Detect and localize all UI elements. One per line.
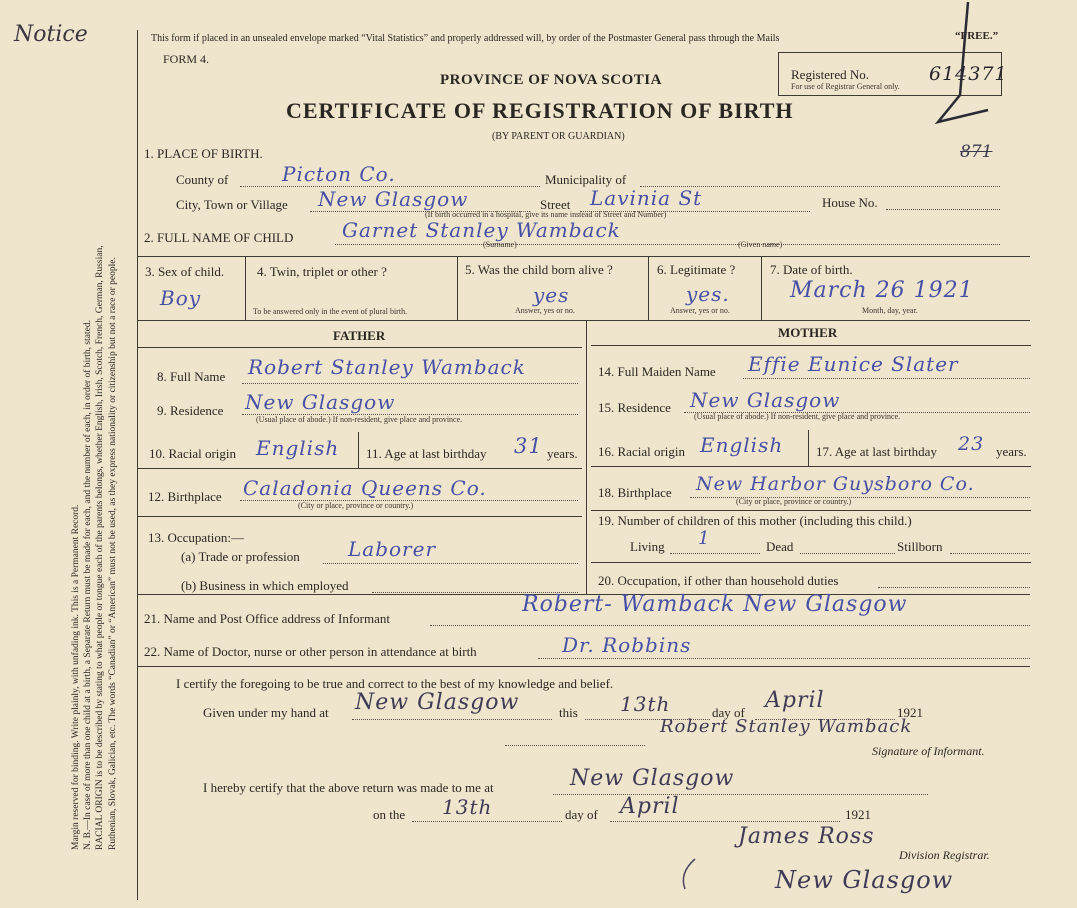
father-residence-note: (Usual place of abode.) If non-resident, give place and province. — [256, 415, 463, 424]
street-label: Street — [540, 197, 571, 212]
page-title: CERTIFICATE OF REGISTRATION OF BIRTH — [286, 98, 794, 123]
sex-value: Boy — [160, 286, 202, 310]
county-label: County of — [176, 172, 229, 187]
birth-date-note: Month, day, year. — [862, 306, 918, 315]
registrar-use-note: For use of Registrar General only. — [791, 82, 900, 91]
mother-birthplace-label: 18. Birthplace — [598, 485, 672, 500]
legitimate-label: 6. Legitimate ? — [657, 262, 736, 277]
mother-race-value: English — [700, 433, 784, 457]
form-number: FORM 4. — [163, 52, 210, 66]
legitimate-value: yes. — [686, 282, 730, 306]
ink-flourish-mark — [675, 855, 705, 895]
registrar-month-value: April — [620, 794, 680, 819]
father-residence-value: New Glasgow — [245, 390, 396, 414]
municipality-label: Municipality of — [545, 172, 627, 187]
informant-value: Robert- Wamback New Glasgow — [522, 592, 908, 617]
doctor-value: Dr. Robbins — [562, 633, 692, 657]
birth-date-label: 7. Date of birth. — [770, 262, 853, 277]
mother-residence-value: New Glasgow — [690, 388, 841, 412]
registrar-year-value: 1921 — [845, 807, 871, 822]
mother-name-label: 14. Full Maiden Name — [598, 364, 716, 379]
father-race-value: English — [256, 436, 340, 460]
given-day-value: 13th — [620, 692, 671, 716]
registrar-day-of-label: day of — [565, 807, 598, 822]
margin-note-line-3: RACIAL ORIGIN is to be described by stating to what people or tongue each of the parents belongs, whether English, Irish, Scotch, French, German, Russian, — [95, 245, 106, 850]
margin-notes — [70, 70, 119, 850]
alive-label: 5. Was the child born alive ? — [465, 262, 613, 277]
mother-birthplace-note: (City or place, province or country.) — [736, 497, 852, 506]
father-age-label: 11. Age at last birthday — [366, 446, 487, 461]
father-birthplace-value: Caladonia Queens Co. — [243, 476, 487, 500]
mother-residence-note: (Usual place of abode.) If non-resident, give place and province. — [694, 412, 901, 421]
sex-label: 3. Sex of child. — [145, 264, 225, 279]
house-label: House No. — [822, 195, 878, 210]
given-year-value: 1921 — [897, 705, 923, 720]
father-residence-label: 9. Residence — [157, 403, 224, 418]
street-value: Lavinia St — [590, 186, 703, 210]
mother-children-label: 19. Number of children of this mother (including this child.) — [598, 513, 912, 528]
mother-heading: MOTHER — [778, 325, 838, 340]
child-name-label: 2. FULL NAME OF CHILD — [144, 230, 294, 245]
father-birthplace-label: 12. Birthplace — [148, 489, 222, 504]
county-value: Picton Co. — [282, 162, 396, 186]
registrar-title: Division Registrar. — [899, 848, 990, 862]
mother-age-value: 23 — [958, 433, 985, 455]
alive-value: yes — [533, 283, 570, 307]
father-name-value: Robert Stanley Wamback — [248, 355, 526, 379]
binding-rule — [137, 30, 138, 900]
stillborn-label: Stillborn — [897, 539, 943, 554]
hospital-note: (If birth occurred in a hospital, give its name instead of Street and Number) — [425, 210, 667, 219]
mother-occupation-label: 20. Occupation, if other than household duties — [598, 573, 839, 588]
ink-stroke-mark — [930, 0, 1020, 140]
dead-label: Dead — [766, 539, 794, 554]
birth-date-value: March 26 1921 — [790, 278, 974, 303]
mother-residence-label: 15. Residence — [598, 400, 671, 415]
father-heading: FATHER — [333, 328, 386, 343]
living-value: 1 — [698, 528, 711, 549]
province-title: PROVINCE OF NOVA SCOTIA — [440, 72, 662, 88]
child-name-value: Garnet Stanley Wamback — [342, 218, 621, 242]
father-age-value: 31 — [514, 434, 543, 458]
top-notice: This form if placed in an unsealed envelope marked “Vital Statistics” and properly addressed will, by order of the Postmaster General pass through the Mails — [151, 33, 780, 44]
given-month-value: April — [765, 688, 825, 713]
registered-number: 614371 — [929, 63, 1008, 85]
father-occupation-label: 13. Occupation:— — [148, 530, 245, 545]
mother-age-label: 17. Age at last birthday — [816, 444, 937, 459]
mother-race-label: 16. Racial origin — [598, 444, 686, 459]
day-of-label: day of — [712, 705, 745, 720]
certify-text: I certify the foregoing to be true and correct to the best of my knowledge and belief. — [176, 676, 614, 691]
father-business-label: (b) Business in which employed — [181, 578, 349, 593]
given-label: Given under my hand at — [203, 705, 329, 720]
mother-birthplace-value: New Harbor Guysboro Co. — [696, 473, 975, 495]
place-of-birth-label: 1. PLACE OF BIRTH. — [144, 146, 263, 161]
city-label: City, Town or Village — [176, 197, 288, 212]
doctor-label: 22. Name of Doctor, nurse or other person in attendance at birth — [144, 644, 477, 659]
mother-years: years. — [996, 444, 1027, 459]
signature-label: Signature of Informant. — [872, 744, 985, 758]
father-trade-label: (a) Trade or profession — [181, 549, 300, 564]
mother-name-value: Effie Eunice Slater — [748, 352, 959, 376]
father-name-label: 8. Full Name — [157, 369, 226, 384]
registrar-day-value: 13th — [442, 795, 493, 819]
local-number: 871 — [960, 142, 993, 162]
informant-signature: Robert Stanley Wamback — [660, 716, 913, 737]
informant-label: 21. Name and Post Office address of Informant — [144, 611, 390, 626]
registrar-text: I hereby certify that the above return was made to me at — [203, 780, 494, 795]
living-label: Living — [630, 539, 665, 554]
surname-note: (Surname) — [483, 240, 517, 249]
subtitle: (BY PARENT OR GUARDIAN) — [492, 131, 625, 142]
legitimate-note: Answer, yes or no. — [670, 306, 730, 315]
given-place-value: New Glasgow — [355, 690, 520, 715]
registrar-place-value: New Glasgow — [570, 766, 735, 791]
father-birthplace-note: (City or place, province or country.) — [298, 501, 414, 510]
given-name-note: (Given name) — [738, 240, 783, 249]
registrar-signature: James Ross — [738, 824, 875, 849]
margin-note-line-1: Margin reserved for binding. Write plainly, with unfading ink. This is a Permanent Record. — [71, 504, 81, 850]
margin-note-line-4: Ruthenian, Slovak, Galician, etc. The words “Canadian” or “American” must not be used, as they express nationality or citizenship but not a race or people. — [107, 257, 118, 850]
corner-annotation: Notice — [14, 22, 88, 47]
registered-label: Registered No. — [791, 67, 869, 82]
father-race-label: 10. Racial origin — [149, 446, 237, 461]
registrar-town: New Glasgow — [775, 866, 954, 894]
father-years: years. — [547, 446, 578, 461]
this-label: this — [559, 705, 578, 720]
margin-note-line-2: N. B.—In case of more than one child at a birth, a Separate Return must be made for each, and the number of each, in order of birth, stated. — [83, 320, 94, 850]
city-value: New Glasgow — [318, 187, 469, 211]
alive-note: Answer, yes or no. — [515, 306, 575, 315]
free-mark: “FREE.” — [955, 30, 999, 42]
twin-note: To be answered only in the event of plural birth. — [253, 307, 408, 316]
twin-label: 4. Twin, triplet or other ? — [257, 264, 387, 279]
on-the-label: on the — [373, 807, 406, 822]
father-trade-value: Laborer — [348, 537, 437, 561]
